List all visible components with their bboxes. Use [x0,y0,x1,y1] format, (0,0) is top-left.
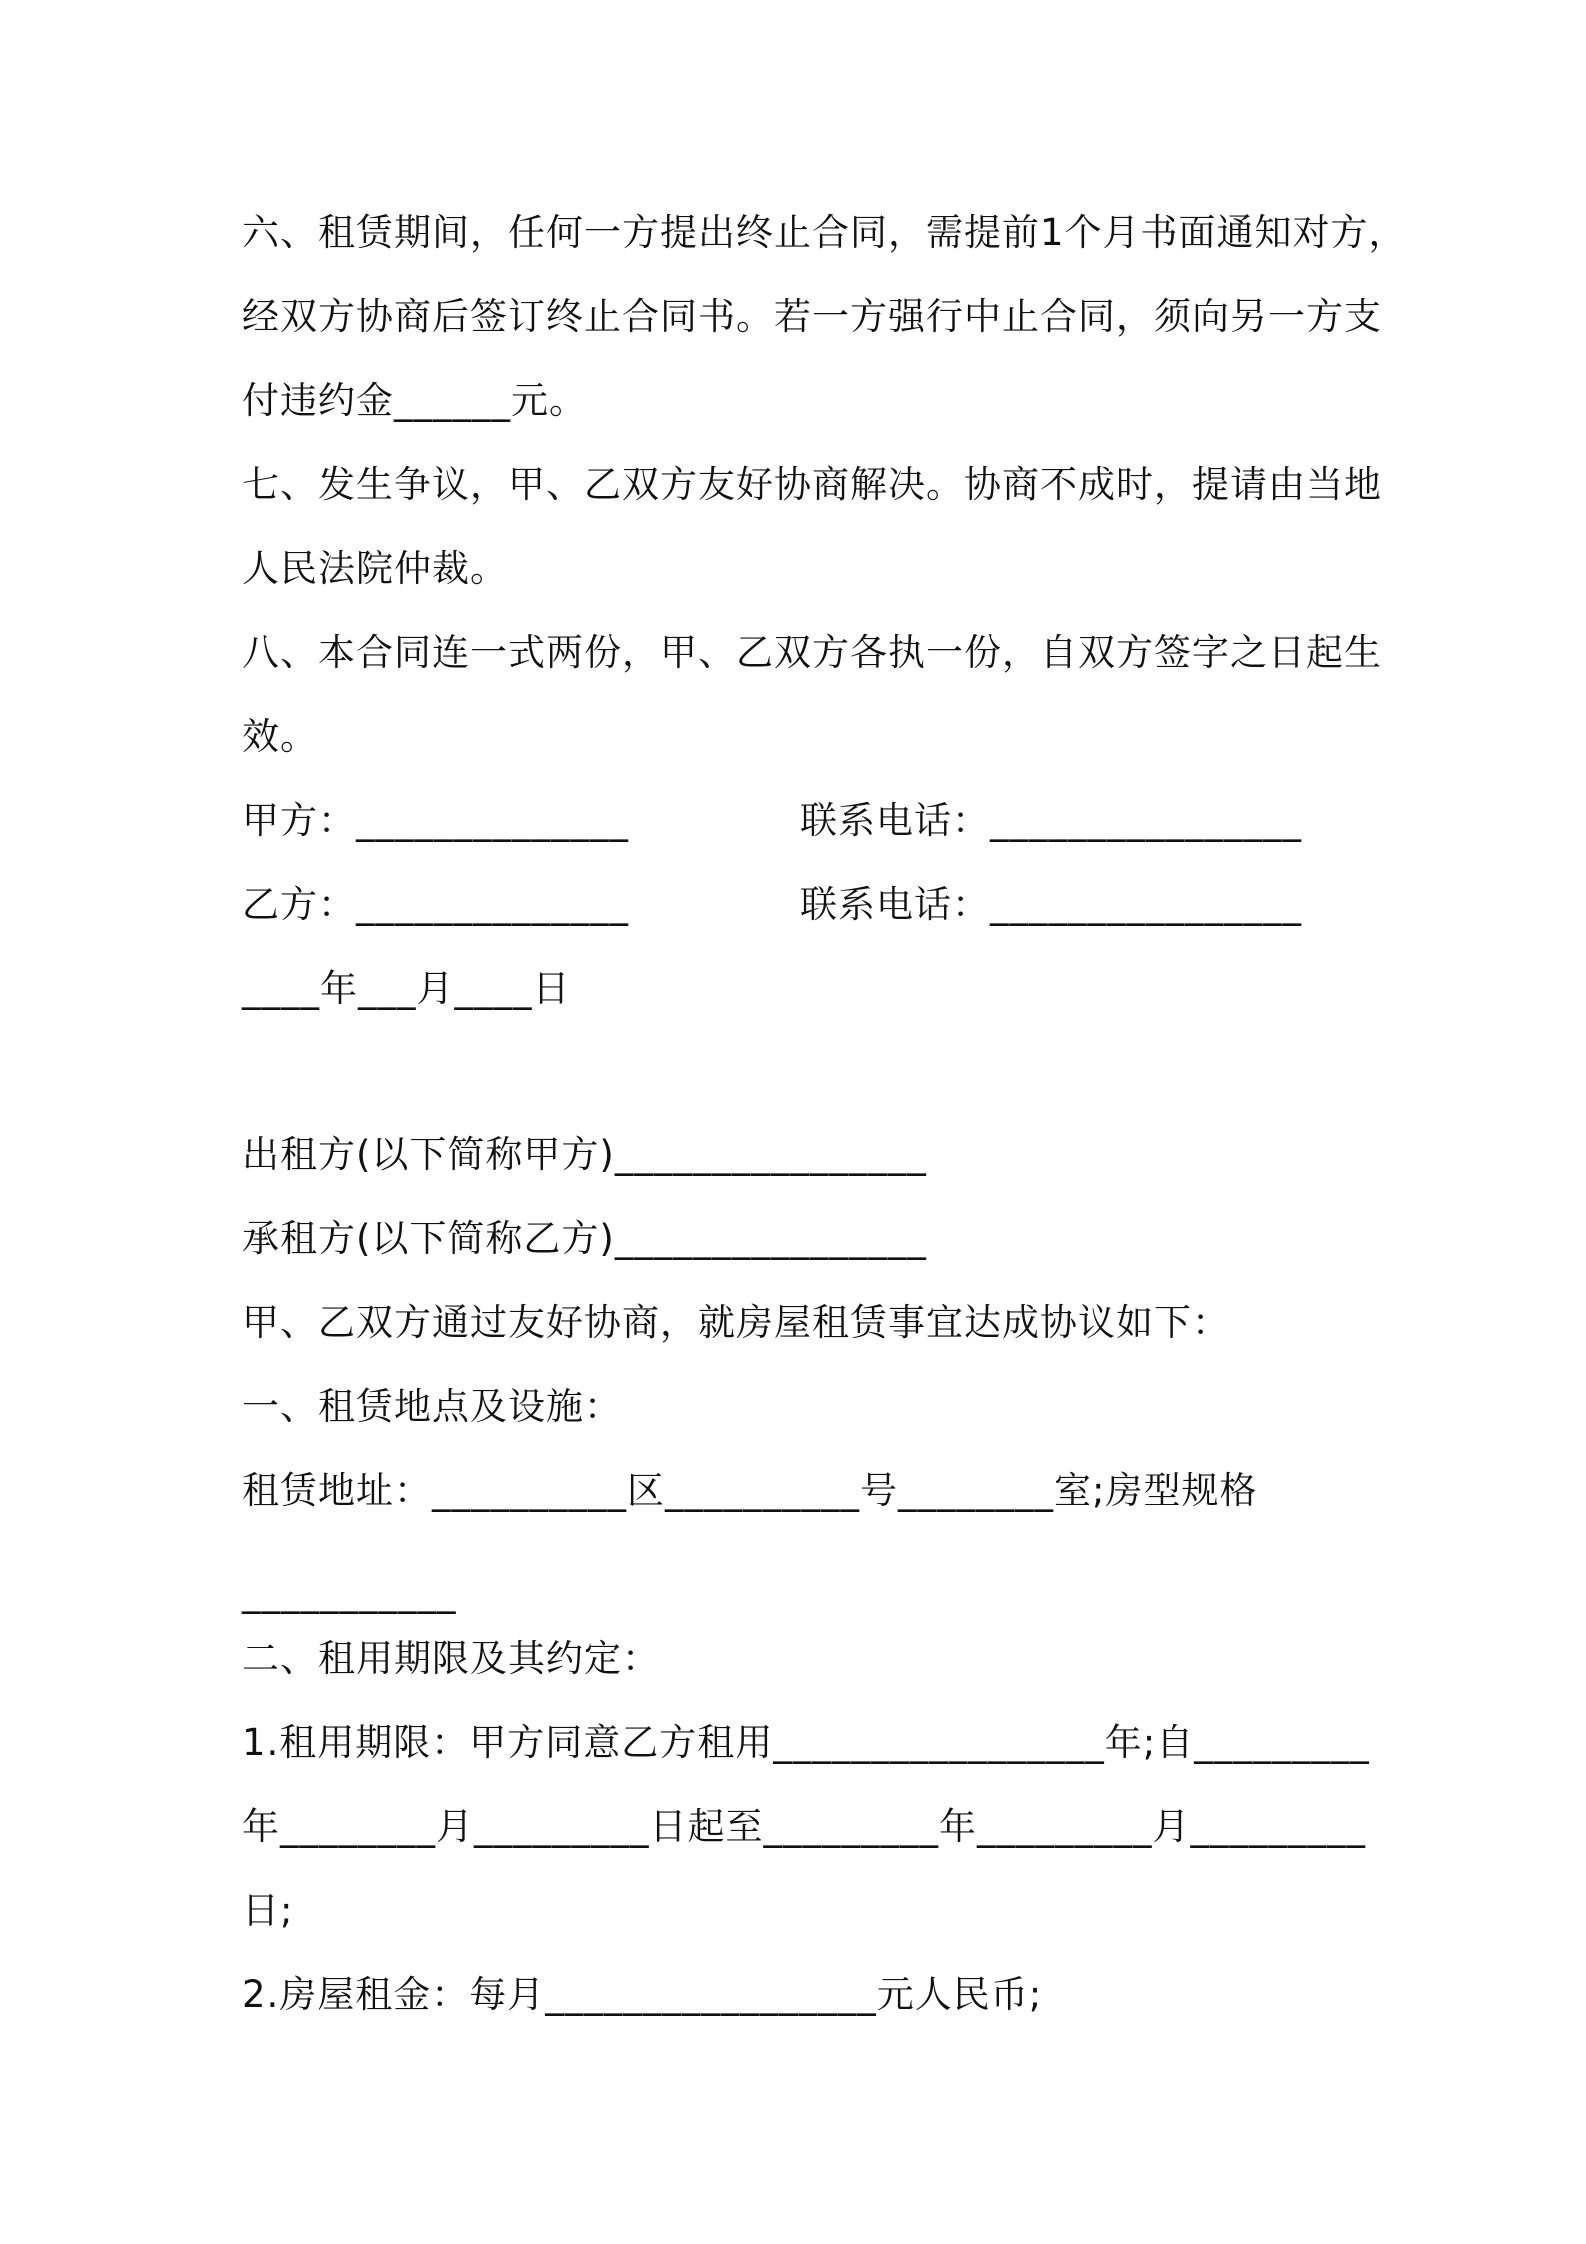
clause-8-line-1: 八、本合同连一式两份，甲、乙双方各执一份，自双方签字之日起生 [242,631,1382,674]
lease-term-line-2: 年________月_________日起至_________年_________月_________ [242,1805,1366,1848]
agreement-intro: 甲、乙双方通过友好协商，就房屋租赁事宜达成协议如下： [242,1301,1230,1344]
rent-line: 2.房屋租金：每月_________________元人民币; [242,1973,1043,2016]
party-a-phone: 联系电话：________________ [800,799,1302,842]
lease-term-line-3: 日; [242,1889,294,1932]
party-b-phone: 联系电话：________________ [800,883,1302,926]
lease-term-line-1: 1.租用期限：甲方同意乙方租用_________________年;自_________ [242,1721,1370,1764]
clause-7-line-1: 七、发生争议，甲、乙双方友好协商解决。协商不成时，提请由当地 [242,463,1382,506]
section-2-heading: 二、租用期限及其约定： [242,1637,660,1680]
rental-address-line: 租赁地址：__________区__________号________室;房型规格 [242,1469,1258,1512]
clause-7-line-2: 人民法院仲裁。 [242,547,508,590]
clause-6-line-3: 付违约金______元。 [242,379,587,422]
section-1-heading: 一、租赁地点及设施： [242,1385,622,1428]
party-b-signature: 乙方：______________ [242,883,629,926]
party-a-signature: 甲方：______________ [242,799,629,842]
room-type-blank: ___________ [242,1571,457,1614]
clause-6-line-1: 六、租赁期间，任何一方提出终止合同，需提前1个月书面通知对方， [242,211,1407,254]
clause-8-line-2: 效。 [242,715,318,758]
clause-6-line-2: 经双方协商后签订终止合同书。若一方强行中止合同，须向另一方支 [242,295,1382,338]
lessee-line: 承租方(以下简称乙方)________________ [242,1217,927,1260]
signature-date: ____年___月____日 [242,967,571,1010]
lessor-line: 出租方(以下简称甲方)________________ [242,1133,927,1176]
